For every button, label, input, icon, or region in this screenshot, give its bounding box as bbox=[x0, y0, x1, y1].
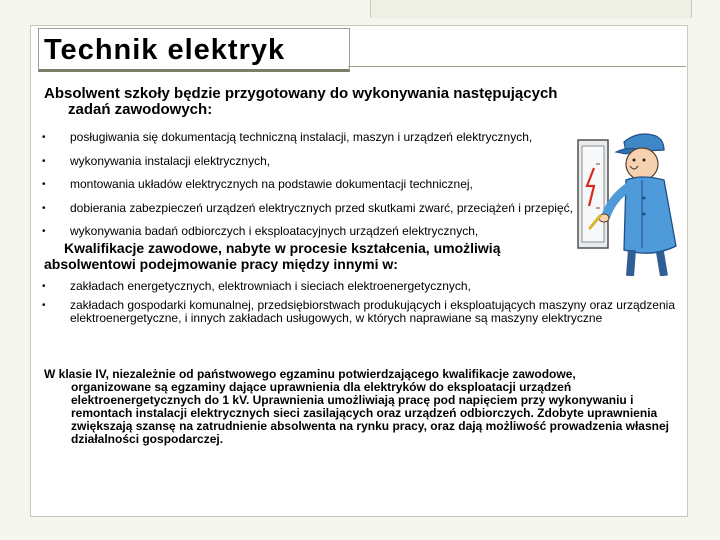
bullet: • bbox=[42, 132, 46, 143]
bullet: • bbox=[42, 155, 46, 167]
intro-line-1: Absolwent szkoły będzie przygotowany do wykonywania następujących bbox=[44, 85, 558, 102]
qualifications-line-2: absolwentowi podejmowanie pracy między innymi w: bbox=[44, 256, 398, 272]
list-item bbox=[42, 280, 678, 293]
decorative-top-bar bbox=[370, 0, 692, 18]
bullet: • bbox=[42, 202, 46, 214]
workplace-text: zakładach energetycznych, elektrowniach i sieciach elektroenergetycznych, bbox=[70, 279, 471, 293]
electrician-illustration bbox=[572, 128, 690, 276]
workplace-text: zakładach gospodarki komunalnej, przedsiębiorstwach produkujących i eksploatujących maszyny oraz urządzenia elektroenergetyczne, i innych zakładach usługowych, w których naprawiane są maszyny elektryczne bbox=[70, 298, 675, 325]
task-text: montowania układów elektrycznych na podstawie dokumentacji technicznej, bbox=[70, 177, 473, 191]
qualifications-line-1: Kwalifikacje zawodowe, nabyte w procesie kształcenia, umożliwią bbox=[64, 240, 501, 256]
qualifications-heading bbox=[44, 240, 584, 272]
intro-text bbox=[44, 86, 684, 118]
list-item bbox=[42, 299, 678, 325]
workplace-list bbox=[42, 280, 678, 331]
task-text: dobierania zabezpieczeń urządzeń elektrycznych przed skutkami zwarć, przeciążeń i przepięć, bbox=[70, 200, 573, 215]
page-title: Technik elektryk bbox=[44, 34, 286, 66]
closing-first-line: W klasie IV, niezależnie od państwowego egzaminu potwierdzającego kwalifikacje zawodowe, bbox=[44, 367, 576, 381]
bullet: • bbox=[42, 226, 46, 237]
intro-line-2: zadań zawodowych: bbox=[68, 101, 213, 118]
closing-paragraph bbox=[44, 368, 680, 446]
task-text: wykonywania badań odbiorczych i eksploatacyjnych urządzeń elektrycznych, bbox=[70, 224, 479, 238]
title-divider bbox=[348, 66, 686, 67]
task-text: wykonywania instalacji elektrycznych, bbox=[70, 153, 271, 168]
bullet: • bbox=[42, 281, 46, 292]
bullet: • bbox=[42, 179, 46, 190]
task-text: posługiwania się dokumentacją techniczną instalacji, maszyn i urządzeń elektrycznych, bbox=[70, 130, 533, 144]
closing-rest: organizowane są egzaminy dające uprawnienia dla elektryków do eksploatacji urządzeń elektroenergetycznych do 1 kV. Uprawnienia umożliwiają pracę pod napięciem przy wykonywaniu i remontach instalacji elektrycznych sieci zasilających oraz urządzeń odbiorczych. Zdobyte uprawnienia zwiększają szansę na zatrudnienie absolwenta na rynku pracy, oraz dają możliwość prowadzenia własnej działalności gospodarczej. bbox=[71, 380, 669, 446]
bullet: • bbox=[42, 300, 46, 311]
